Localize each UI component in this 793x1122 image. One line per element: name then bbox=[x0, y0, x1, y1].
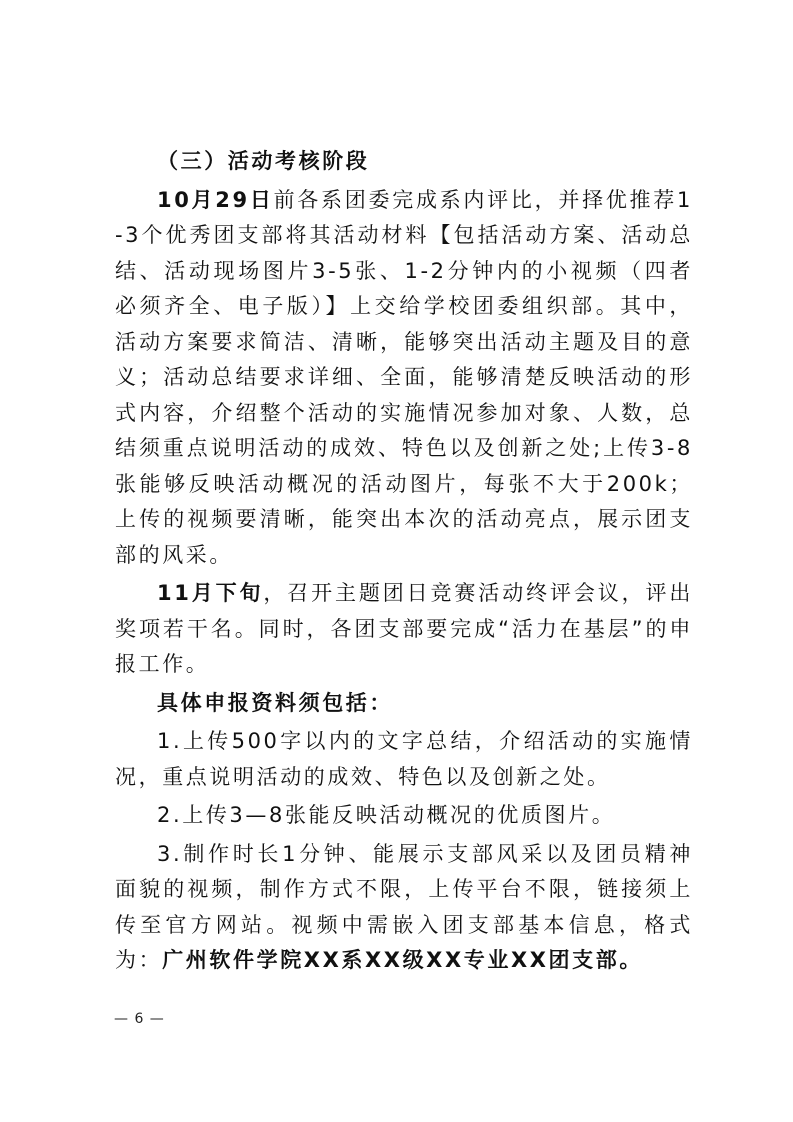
list-item-1: 1.上传500字以内的文字总结，介绍活动的实施情况，重点说明活动的成效、特色以及创新之处。 bbox=[115, 729, 693, 789]
date-lead-nov-late: 11月下旬 bbox=[157, 581, 264, 605]
paragraph-oct-29-text: 前各系团委完成系内评比，并择优推荐1-3个优秀团支部将其活动材料【包括活动方案、活动总结、活动现场图片3-5张、1-2分钟内的小视频（四者必须齐全、电子版）】上交给学校团委组织部。其中，活动方案要求简洁、清晰，能够突出活动主题及目的意义；活动总结要求详细、全面，能够清楚反映活动的形式内容，介绍整个活动的实施情况参加对象、人数，总结须重点说明活动的成效、特色以及创新之处;上传3-8张能够反映活动概况的活动图片，每张不大于200k；上传的视频要清晰，能突出本次的活动亮点，展示团支部的风采。 bbox=[115, 187, 693, 567]
page-number: — 6 — bbox=[114, 1011, 165, 1027]
section-heading: （三）活动考核阶段 bbox=[157, 149, 370, 173]
sub-heading-materials: 具体申报资料须包括： bbox=[157, 690, 393, 715]
paragraph-nov-late bbox=[115, 576, 693, 683]
paragraph-nov-late-text: ，召开主题团日竞赛活动终评会议，评出奖项若干名。同时，各团支部要完成“活力在基层”的申报工作。 bbox=[115, 581, 693, 676]
document-body bbox=[115, 144, 693, 979]
list-item-2: 2.上传3—8张能反映活动概况的优质图片。 bbox=[157, 803, 616, 827]
list-item-3-format: 广州软件学院XX系XX级XX专业XX团支部。 bbox=[162, 948, 643, 972]
list-item-3 bbox=[115, 837, 693, 979]
paragraph-oct-29 bbox=[115, 183, 693, 574]
list-item-3-text: 3.制作时长1分钟、能展示支部风采以及团员精神面貌的视频，制作方式不限，上传平台不限，链接须上传至官方网站。视频中需嵌入团支部基本信息，格式为： bbox=[115, 841, 693, 972]
date-lead-oct-29: 10月29日 bbox=[157, 187, 274, 212]
